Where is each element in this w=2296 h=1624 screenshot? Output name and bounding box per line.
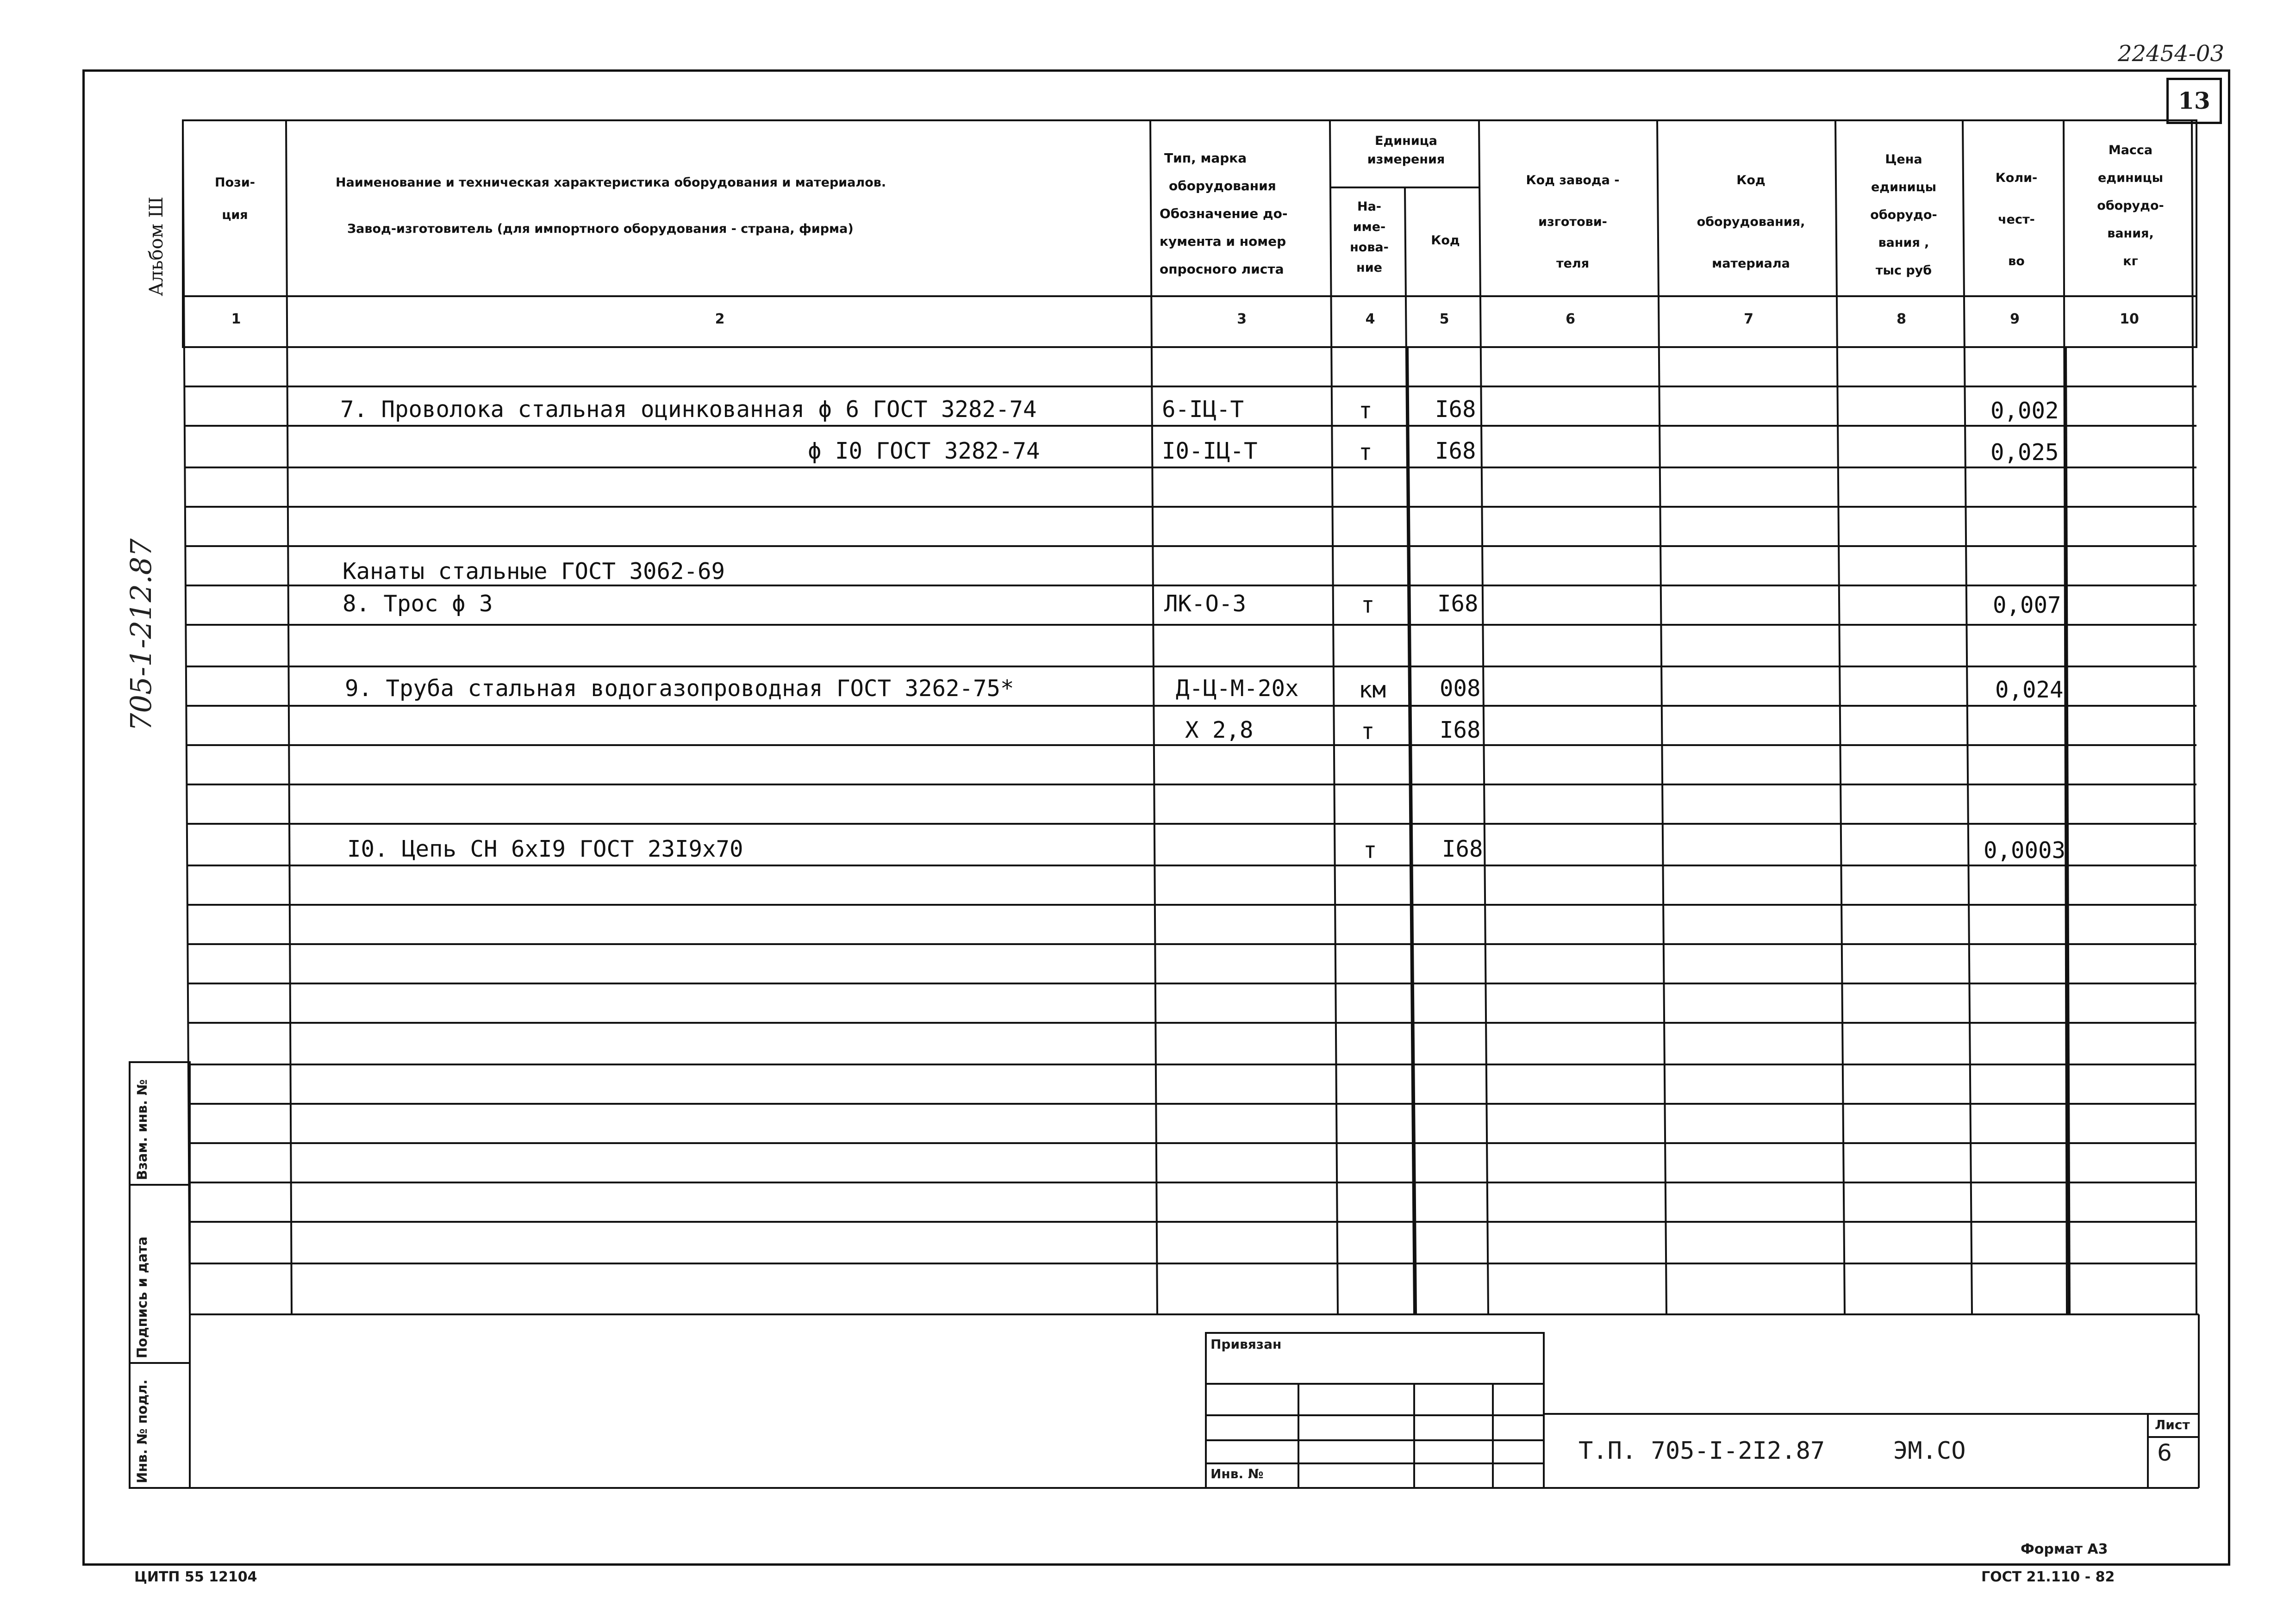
footer-publisher: ЦИТП 55 12104	[134, 1569, 257, 1585]
header-unit-name-line: ние	[1356, 261, 1382, 275]
sheet-label: Лист	[2155, 1417, 2190, 1432]
item-quantity: 0,0003	[1984, 837, 2066, 864]
column-number: 6	[1566, 311, 1575, 327]
item-unit: т	[1363, 837, 1377, 864]
header-price-line: вания ,	[1878, 236, 1929, 250]
item-name: Канаты стальные ГОСТ 3062-69	[343, 558, 725, 585]
header-type-line: Обозначение до-	[1160, 206, 1288, 221]
header-price-line: Цена	[1885, 152, 1922, 167]
header-type	[1155, 144, 1331, 283]
corner-document-number: 22454-03	[2118, 41, 2224, 67]
item-unit-code: I68	[1435, 396, 1476, 423]
header-quantity-line: Коли-	[1995, 171, 2038, 185]
title-block-privyazan: Привязан	[1210, 1337, 1282, 1352]
header-unit-line: измерения	[1367, 152, 1445, 167]
header-mass	[2067, 137, 2194, 275]
project-number-handwritten: 705-1-212.87	[124, 538, 158, 731]
header-unit-code: Код	[1431, 233, 1460, 248]
header-mass-line: кг	[2123, 254, 2138, 268]
header-equipment-code-line: Код	[1736, 173, 1766, 187]
item-unit-code: I68	[1437, 591, 1479, 617]
stamp-original-inv: Инв. № подл.	[134, 1379, 150, 1483]
item-unit-code: I68	[1442, 836, 1483, 862]
header-unit-line: Единица	[1375, 134, 1437, 148]
header-factory-code-line: изготови-	[1538, 215, 1607, 229]
item-type: 6-IЦ-Т	[1162, 396, 1244, 423]
header-price-line: тыс руб	[1875, 263, 1932, 278]
header-equipment-code	[1662, 160, 1840, 285]
header-unit-name-line: име-	[1353, 220, 1386, 234]
header-position-line: ция	[222, 208, 248, 222]
header-factory-code	[1484, 160, 1662, 285]
column-number: 8	[1897, 311, 1906, 327]
header-position	[185, 167, 285, 231]
sheet-number: 6	[2157, 1439, 2172, 1466]
sheet-number-top: 13	[2178, 87, 2210, 114]
header-name	[324, 160, 1134, 252]
header-price-line: оборудо-	[1870, 208, 1937, 222]
header-quantity-line: во	[2008, 254, 2025, 268]
column-number: 5	[1439, 311, 1449, 327]
item-quantity: 0,025	[1990, 439, 2059, 466]
item-name: 7. Проволока стальная оцинкованная ϕ 6 ГОСТ 3282-74	[340, 396, 1037, 423]
column-number: 7	[1744, 311, 1753, 327]
header-equipment-code-line: оборудования,	[1697, 215, 1805, 229]
item-name: I0. Цепь СН 6хI9 ГОСТ 23I9х70	[347, 836, 743, 862]
item-name: 8. Трос ϕ 3	[343, 591, 493, 617]
header-name-line: Наименование и техническая характеристика оборудования и материалов.	[336, 175, 886, 190]
header-type-line: кумента и номер	[1160, 234, 1286, 249]
column-number: 4	[1365, 311, 1375, 327]
item-type: ЛК-О-3	[1164, 591, 1247, 617]
header-unit-name-line: На-	[1357, 199, 1382, 214]
header-mass-line: единицы	[2097, 171, 2164, 185]
item-unit: т	[1359, 398, 1373, 424]
item-type: Х 2,8	[1185, 717, 1254, 743]
header-type-line: опросного листа	[1160, 261, 1284, 277]
item-unit-code: 008	[1440, 675, 1481, 702]
header-type-line: Тип, марка	[1164, 150, 1247, 166]
stamp-replacement-inv: Взам. инв. №	[134, 1079, 150, 1180]
item-type: I0-IЦ-Т	[1162, 438, 1258, 464]
header-unit-name-line: нова-	[1350, 240, 1389, 255]
footer-gost: ГОСТ 21.110 - 82	[1981, 1569, 2115, 1585]
header-name-line: Завод-изготовитель (для импортного оборудования - страна, фирма)	[347, 222, 854, 236]
item-quantity: 0,007	[1993, 592, 2061, 618]
album-label: Альбом Ш	[146, 196, 167, 296]
header-price	[1840, 146, 1967, 285]
header-type-line: оборудования	[1169, 178, 1276, 193]
header-quantity-line: чест-	[1998, 212, 2035, 227]
header-unit-name	[1332, 197, 1406, 278]
item-quantity: 0,024	[1995, 677, 2064, 703]
item-unit: км	[1359, 677, 1386, 703]
item-unit-code: I68	[1440, 717, 1481, 743]
header-mass-line: вания,	[2107, 226, 2154, 241]
item-unit: т	[1361, 592, 1375, 618]
column-number: 3	[1237, 311, 1247, 327]
item-unit: т	[1361, 718, 1375, 745]
header-quantity	[1967, 157, 2065, 282]
stamp-signature-date: Подпись и дата	[134, 1236, 150, 1358]
column-number: 9	[2010, 311, 2020, 327]
column-number: 1	[231, 311, 241, 327]
item-unit: т	[1359, 439, 1373, 466]
item-quantity: 0,002	[1990, 398, 2059, 424]
item-unit-code: I68	[1435, 438, 1476, 464]
item-name: 9. Труба стальная водогазопроводная ГОСТ 3262-75*	[345, 675, 1014, 702]
footer-format: Формат А3	[2021, 1541, 2108, 1557]
header-unit-group	[1333, 132, 1479, 169]
item-name: ϕ I0 ГОСТ 3282-74	[808, 438, 1040, 464]
header-position-line: Пози-	[215, 175, 255, 190]
document-designation: Т.П. 705-I-2I2.87	[1578, 1437, 1825, 1465]
header-mass-line: Масса	[2108, 143, 2153, 157]
header-mass-line: оборудо-	[2097, 199, 2164, 213]
column-number: 10	[2120, 311, 2139, 327]
title-block-inv-no: Инв. №	[1210, 1466, 1264, 1481]
column-number: 2	[715, 311, 725, 327]
document-mark: ЭМ.СО	[1893, 1437, 1966, 1465]
header-factory-code-line: Код завода -	[1526, 173, 1620, 187]
header-factory-code-line: теля	[1556, 256, 1590, 271]
header-price-line: единицы	[1871, 180, 1937, 194]
item-type: Д-Ц-М-20х	[1176, 675, 1299, 702]
header-equipment-code-line: материала	[1712, 256, 1790, 271]
